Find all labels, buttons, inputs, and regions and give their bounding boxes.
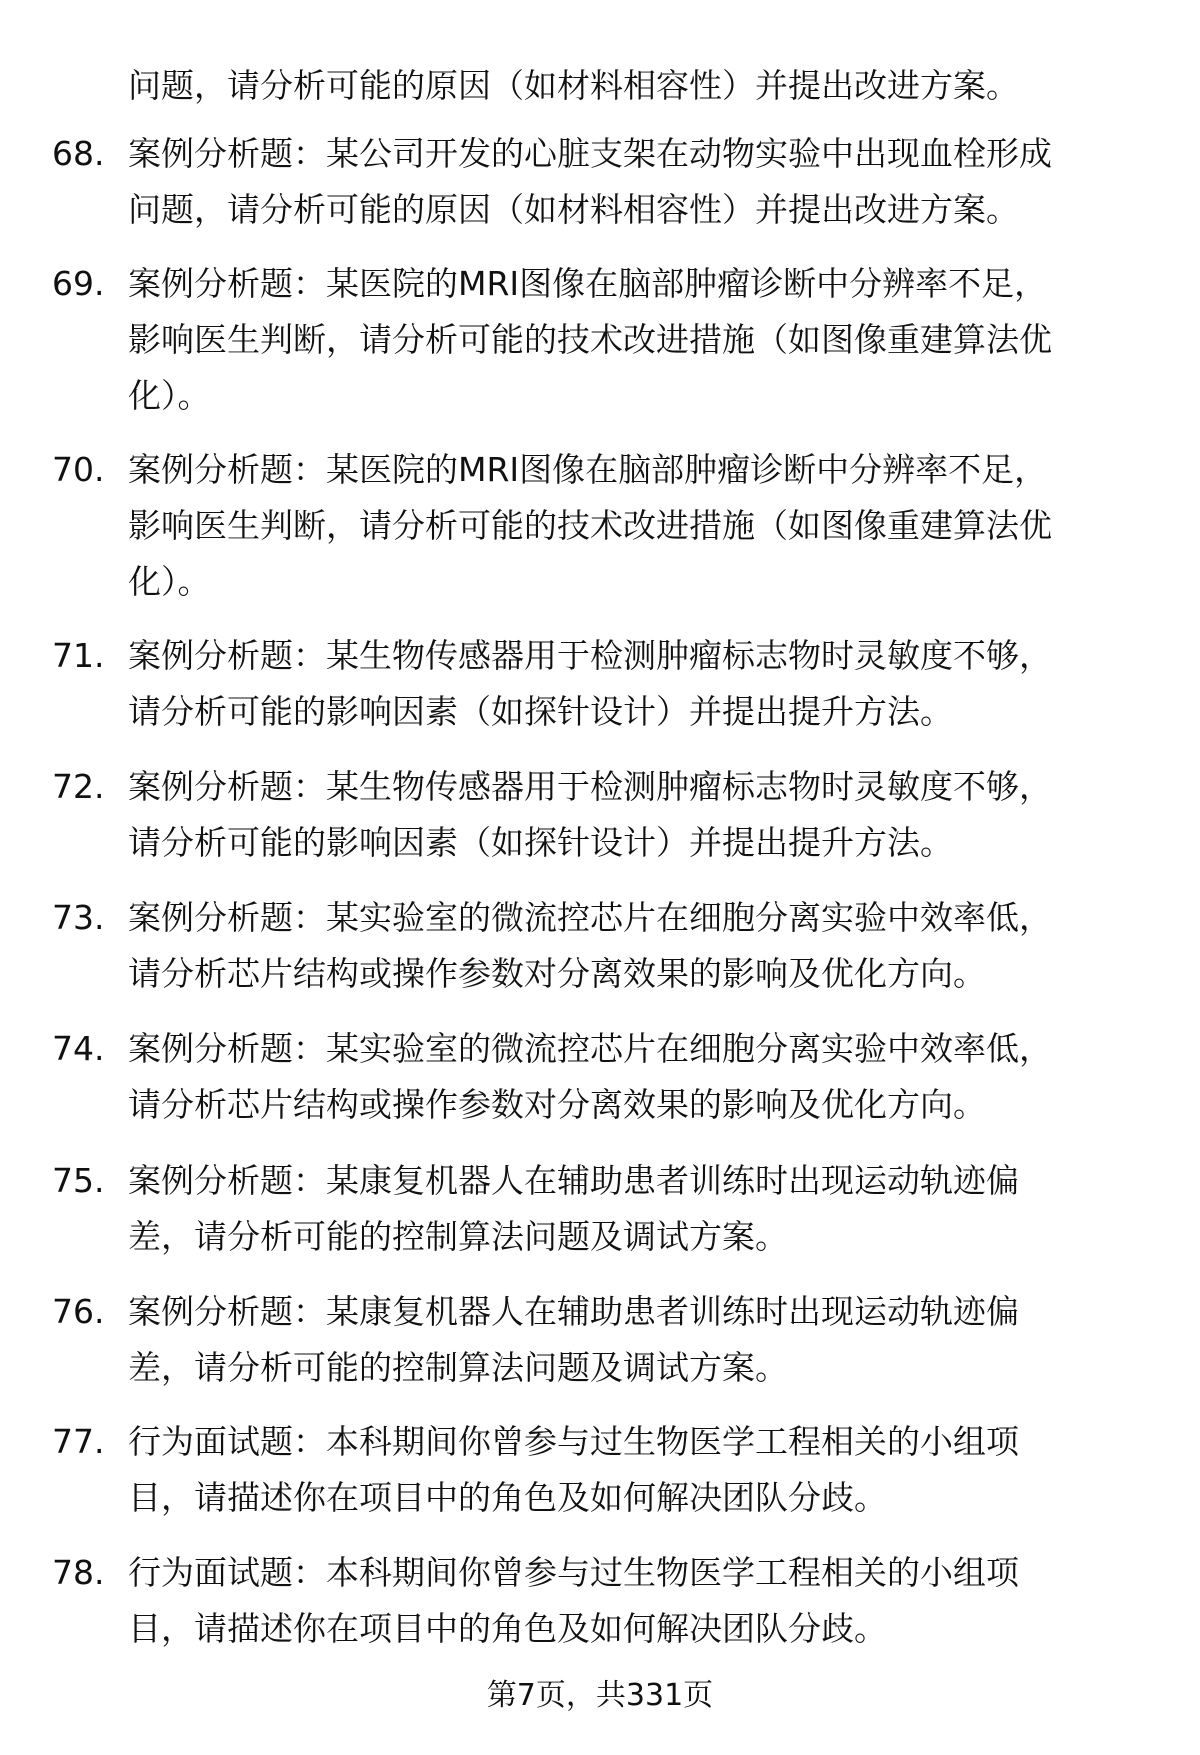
item-text: 案例分析题：某实验室的微流控芯片在细胞分离实验中效率低， 请分析芯片结构或操作参数对分离效果的影响及优化方向。 bbox=[128, 898, 1052, 993]
item-number: 73. bbox=[52, 898, 105, 937]
item-number: 69. bbox=[52, 264, 105, 303]
item-text: 行为面试题：本科期间你曾参与过生物医学工程相关的小组项 目，请描述你在项目中的角色及如何解决团队分歧。 bbox=[128, 1553, 1019, 1648]
item-number: 72. bbox=[52, 767, 105, 806]
item-number: 76. bbox=[52, 1292, 105, 1331]
item-number: 78. bbox=[52, 1553, 105, 1592]
item-text: 案例分析题：某康复机器人在辅助患者训练时出现运动轨迹偏 差，请分析可能的控制算法问题及调试方案。 bbox=[128, 1161, 1019, 1256]
item-text: 案例分析题：某生物传感器用于检测肿瘤标志物时灵敏度不够， 请分析可能的影响因素（如探针设计）并提出提升方法。 bbox=[128, 636, 1052, 731]
item-number: 70. bbox=[52, 450, 105, 489]
page-footer bbox=[0, 1676, 1200, 1716]
item-text: 案例分析题：某康复机器人在辅助患者训练时出现运动轨迹偏 差，请分析可能的控制算法问题及调试方案。 bbox=[128, 1292, 1019, 1387]
item-text: 行为面试题：本科期间你曾参与过生物医学工程相关的小组项 目，请描述你在项目中的角色及如何解决团队分歧。 bbox=[128, 1422, 1019, 1517]
item-number: 77. bbox=[52, 1422, 105, 1461]
item-number: 71. bbox=[52, 636, 105, 675]
item-number: 68. bbox=[52, 134, 105, 173]
item-text: 案例分析题：某医院的MRI图像在脑部肿瘤诊断中分辨率不足， 影响医生判断，请分析可能的技术改进措施（如图像重建算法优 化）。 bbox=[128, 264, 1052, 415]
item-number: 74. bbox=[52, 1029, 105, 1068]
item-text: 案例分析题：某实验室的微流控芯片在细胞分离实验中效率低， 请分析芯片结构或操作参数对分离效果的影响及优化方向。 bbox=[128, 1029, 1052, 1124]
item-text: 案例分析题：某生物传感器用于检测肿瘤标志物时灵敏度不够， 请分析可能的影响因素（如探针设计）并提出提升方法。 bbox=[128, 767, 1052, 862]
item-text: 案例分析题：某公司开发的心脏支架在动物实验中出现血栓形成 问题，请分析可能的原因（如材料相容性）并提出改进方案。 bbox=[128, 134, 1052, 229]
page-number-label: 第7页，共331页 bbox=[486, 1678, 714, 1713]
item-text: 问题，请分析可能的原因（如材料相容性）并提出改进方案。 bbox=[128, 66, 1019, 105]
item-text: 案例分析题：某医院的MRI图像在脑部肿瘤诊断中分辨率不足， 影响医生判断，请分析可能的技术改进措施（如图像重建算法优 化）。 bbox=[128, 450, 1052, 601]
item-number: 75. bbox=[52, 1161, 105, 1200]
